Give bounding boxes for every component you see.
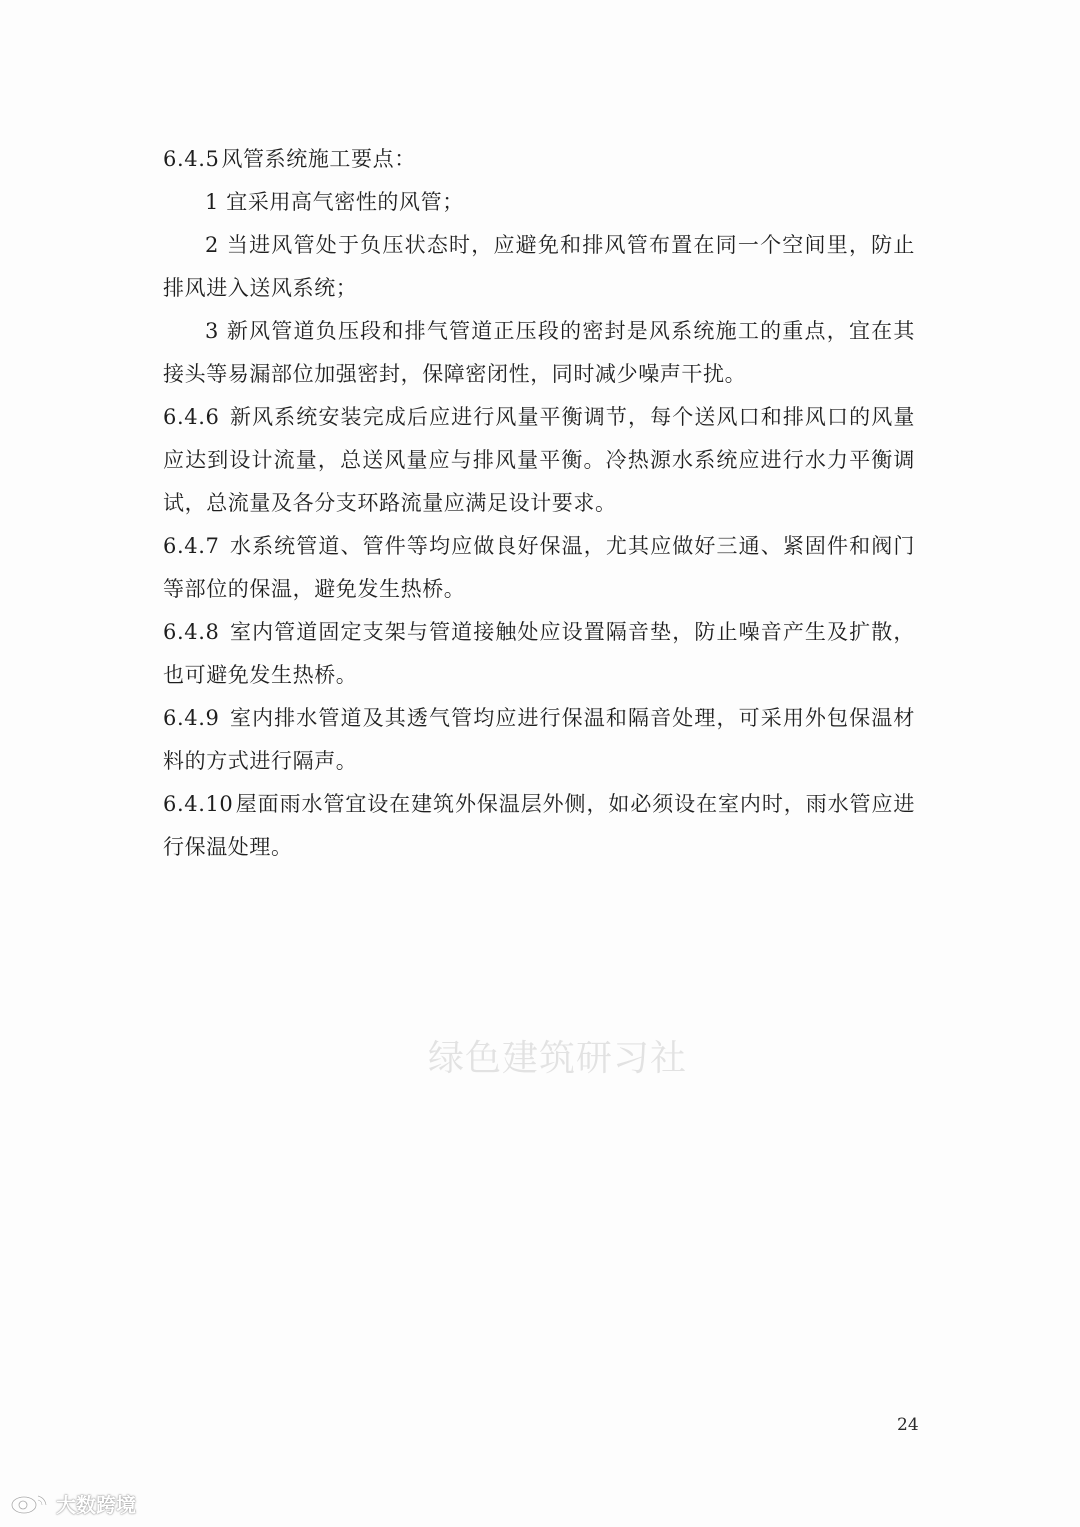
clause-item-1 [163, 181, 915, 224]
clause-text: 室内排水管道及其透气管均应进行保温和隔音处理，可采用外包保温材料的方式进行隔声。 [163, 706, 915, 773]
weibo-eye-logo-icon [10, 1491, 50, 1515]
footer-brand-text: 大数跨境 [56, 1492, 136, 1517]
clause-text: 屋面雨水管宜设在建筑外保温层外侧，如必须设在室内时，雨水管应进行保温处理。 [163, 792, 915, 859]
clause-6-4-9 [163, 697, 915, 783]
clause-text: 2 当进风管处于负压状态时，应避免和排风管布置在同一个空间里，防止排风进入送风系统； [163, 233, 915, 300]
clause-number: 6.4.5 [163, 147, 220, 171]
clause-number: 6.4.7 [163, 534, 220, 558]
clause-text: 风管系统施工要点： [221, 147, 416, 171]
clause-text: 新风系统安装完成后应进行风量平衡调节，每个送风口和排风口的风量应达到设计流量，总送风量应与排风量平衡。冷热源水系统应进行水力平衡调试，总流量及各分支环路流量应满足设计要求。 [163, 405, 915, 515]
clause-text: 3 新风管道负压段和排气管道正压段的密封是风系统施工的重点，宜在其接头等易漏部位加强密封，保障密闭性，同时减少噪声干扰。 [163, 319, 915, 386]
clause-text: 1 宜采用高气密性的风管； [205, 190, 464, 214]
clause-text: 水系统管道、管件等均应做良好保温，尤其应做好三通、紧固件和阀门等部位的保温，避免发生热桥。 [163, 534, 915, 601]
clause-6-4-6 [163, 396, 915, 525]
clause-number: 6.4.6 [163, 405, 220, 429]
clause-6-4-8 [163, 611, 915, 697]
watermark: 绿色建筑研习社 [428, 1038, 688, 1079]
clause-6-4-10 [163, 783, 915, 869]
footer-brand [10, 1488, 136, 1518]
clause-6-4-7 [163, 525, 915, 611]
clause-item-2 [163, 224, 915, 310]
clause-number: 6.4.10 [163, 792, 234, 816]
clause-6-4-5 [163, 138, 915, 181]
clause-text: 室内管道固定支架与管道接触处应设置隔音垫，防止噪音产生及扩散，也可避免发生热桥。 [163, 620, 915, 687]
page-number: 24 [897, 1415, 919, 1435]
clause-item-3 [163, 310, 915, 396]
clause-number: 6.4.8 [163, 620, 220, 644]
document-body [163, 138, 915, 869]
clause-number: 6.4.9 [163, 706, 220, 730]
